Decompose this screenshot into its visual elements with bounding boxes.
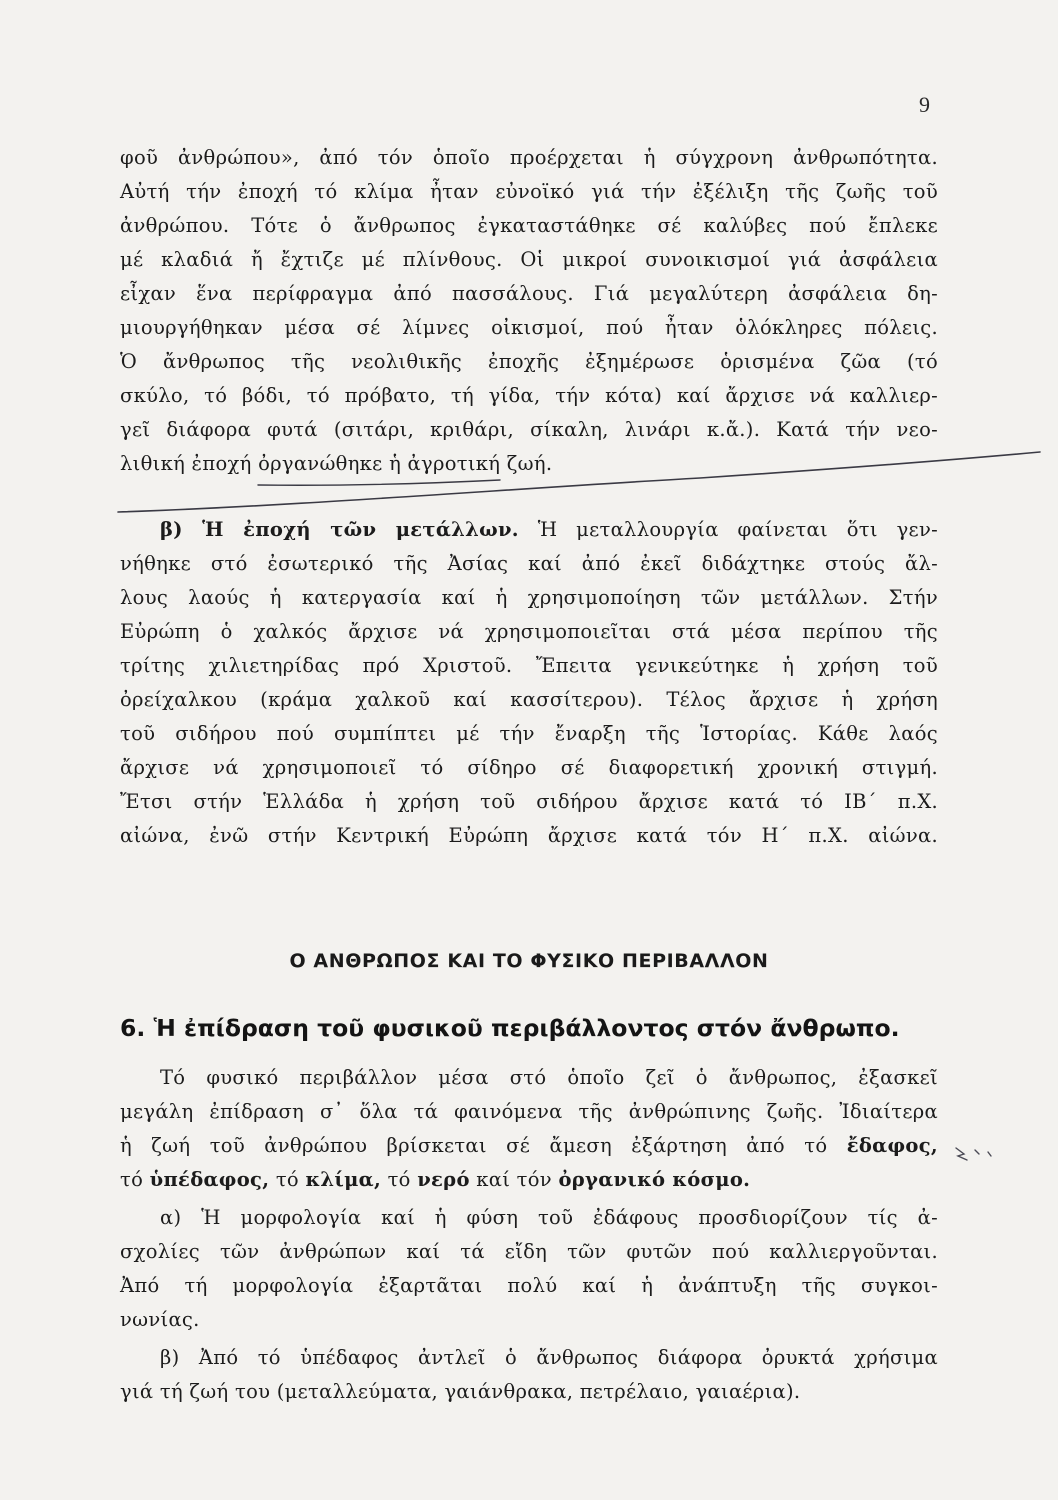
bold-term: ἔδαφος, xyxy=(846,1134,938,1157)
chapter-title: 6. Ἡ ἐπίδραση τοῦ φυσικοῦ περιβάλλοντος στόν ἄνθρωπο. xyxy=(120,1014,900,1042)
text-line: τοῦ σιδήρου πού συμπίπτει μέ τήν ἔναρξη τῆς Ἱστορίας. Κάθε λαός xyxy=(120,722,938,745)
section-heading: Ο ΑΝΘΡΩΠΟΣ ΚΑΙ ΤΟ ΦΥΣΙΚΟ ΠΕΡΙΒΑΛΛΟΝ xyxy=(289,950,769,972)
text-line: ὀρείχαλκου (κράμα χαλκοῦ καί κασσίτερου). Τέλος ἄρχισε ἡ χρήση xyxy=(120,688,938,711)
text-line: νωνίας. xyxy=(120,1308,200,1331)
text-line: γεῖ διάφορα φυτά (σιτάρι, κριθάρι, σίκαλη, λινάρι κ.ἄ.). Κατά τήν νεο- xyxy=(120,418,938,441)
text-line: Ὁ ἄνθρωπος τῆς νεολιθικῆς ἐποχῆς ἐξημέρωσε ὁρισμένα ζῶα (τό xyxy=(120,350,938,373)
text-line: Ἔτσι στήν Ἑλλάδα ἡ χρήση τοῦ σιδήρου ἄρχισε κατά τό ΙΒ΄ π.Χ. xyxy=(120,790,938,813)
text-line xyxy=(160,516,938,544)
text-line: μεγάλη ἐπίδραση σ᾽ ὅλα τά φαινόμενα τῆς ἀνθρώπινης ζωῆς. Ἰδιαίτερα xyxy=(120,1100,938,1123)
bold-term: ὀργανικό κόσμο. xyxy=(558,1168,751,1191)
pen-strike xyxy=(258,480,500,485)
text-line: λους λαούς ἡ κατεργασία καί ἡ χρησιμοποίηση τῶν μετάλλων. Στήν xyxy=(120,586,938,609)
text-line: Τό φυσικό περιβάλλον μέσα στό ὁποῖο ζεῖ ὁ ἄνθρωπος, ἐξασκεῖ xyxy=(160,1066,938,1089)
text-line: ἀνθρώπου. Τότε ὁ ἄνθρωπος ἐγκαταστάθηκε σέ καλύβες πού ἔπλεκε xyxy=(120,214,938,237)
text-line: β) Ἀπό τό ὑπέδαφος ἀντλεῖ ὁ ἄνθρωπος διάφορα ὀρυκτά χρήσιμα xyxy=(160,1346,938,1369)
text-span: καί τόν xyxy=(476,1168,552,1191)
text-line: Αὐτή τήν ἐποχή τό κλίμα ἦταν εὐνοϊκό γιά τήν ἐξέλιξη τῆς ζωῆς τοῦ xyxy=(120,180,938,203)
text-line: σκύλο, τό βόδι, τό πρόβατο, τή γίδα, τήν κότα) καί ἄρχισε νά καλλιερ- xyxy=(120,384,938,407)
text-line: ἄρχισε νά χρησιμοποιεῖ τό σίδηρο σέ διαφορετική χρονική στιγμή. xyxy=(120,756,938,779)
text-line: α) Ἡ μορφολογία καί ἡ φύση τοῦ ἐδάφους προσδιορίζουν τίς ἀ- xyxy=(160,1206,938,1229)
text-line: αἰώνα, ἐνῶ στήν Κεντρική Εὐρώπη ἄρχισε κατά τόν Η΄ π.Χ. αἰώνα. xyxy=(120,824,938,847)
text-span: Ἡ μεταλλουργία φαίνεται ὅτι γεν- xyxy=(537,518,938,541)
text-line: μιουργήθηκαν μέσα σέ λίμνες οἰκισμοί, πού ἦταν ὁλόκληρες πόλεις. xyxy=(120,316,938,339)
text-span: τό xyxy=(275,1168,299,1191)
text-span: τό xyxy=(387,1168,411,1191)
text-line xyxy=(120,1132,938,1160)
bold-term: ὑπέδαφος, xyxy=(149,1168,270,1191)
page-number: 9 xyxy=(919,92,930,117)
text-span: ἡ ζωή τοῦ ἀνθρώπου βρίσκεται σέ ἄμεση ἐξάρτηση ἀπό τό xyxy=(120,1134,828,1157)
text-line: Ἀπό τή μορφολογία ἐξαρτᾶται πολύ καί ἡ ἀνάπτυξη τῆς συγκοι- xyxy=(120,1274,938,1297)
bold-term: κλίμα, xyxy=(305,1168,382,1191)
text-line: γιά τή ζωή του (μεταλλεύματα, γαιάνθρακα, πετρέλαιο, γαιαέρια). xyxy=(120,1380,801,1403)
text-line: φοῦ ἀνθρώπου», ἀπό τόν ὁποῖο προέρχεται ἡ σύγχρονη ἀνθρωπότητα. xyxy=(120,146,938,169)
text-line: εἶχαν ἕνα περίφραγμα ἀπό πασσάλους. Γιά μεγαλύτερη ἀσφάλεια δη- xyxy=(120,282,938,305)
subsection-heading: β) Ἡ ἐποχή τῶν μετάλλων. xyxy=(160,518,519,541)
bold-term: νερό xyxy=(417,1168,470,1191)
text-line: λιθική ἐποχή ὀργανώθηκε ἡ ἀγροτική ζωή. xyxy=(120,452,553,475)
text-line: Εὐρώπη ὁ χαλκός ἄρχισε νά χρησιμοποιεῖται στά μέσα περίπου τῆς xyxy=(120,620,938,643)
text-line: τρίτης χιλιετηρίδας πρό Χριστοῦ. Ἔπειτα γενικεύτηκε ἡ χρήση τοῦ xyxy=(120,654,938,677)
text-line xyxy=(120,1166,938,1194)
text-line: μέ κλαδιά ἤ ἔχτιζε μέ πλίνθους. Οἱ μικροί συνοικισμοί γιά ἀσφάλεια xyxy=(120,248,938,271)
text-line: σχολίες τῶν ἀνθρώπων καί τά εἴδη τῶν φυτῶν πού καλλιεργοῦνται. xyxy=(120,1240,938,1263)
text-span: τό xyxy=(120,1168,144,1191)
text-line: νήθηκε στό ἐσωτερικό τῆς Ἀσίας καί ἀπό ἐκεῖ διδάχτηκε στούς ἄλ- xyxy=(120,552,938,575)
margin-note-mark xyxy=(956,1148,991,1160)
